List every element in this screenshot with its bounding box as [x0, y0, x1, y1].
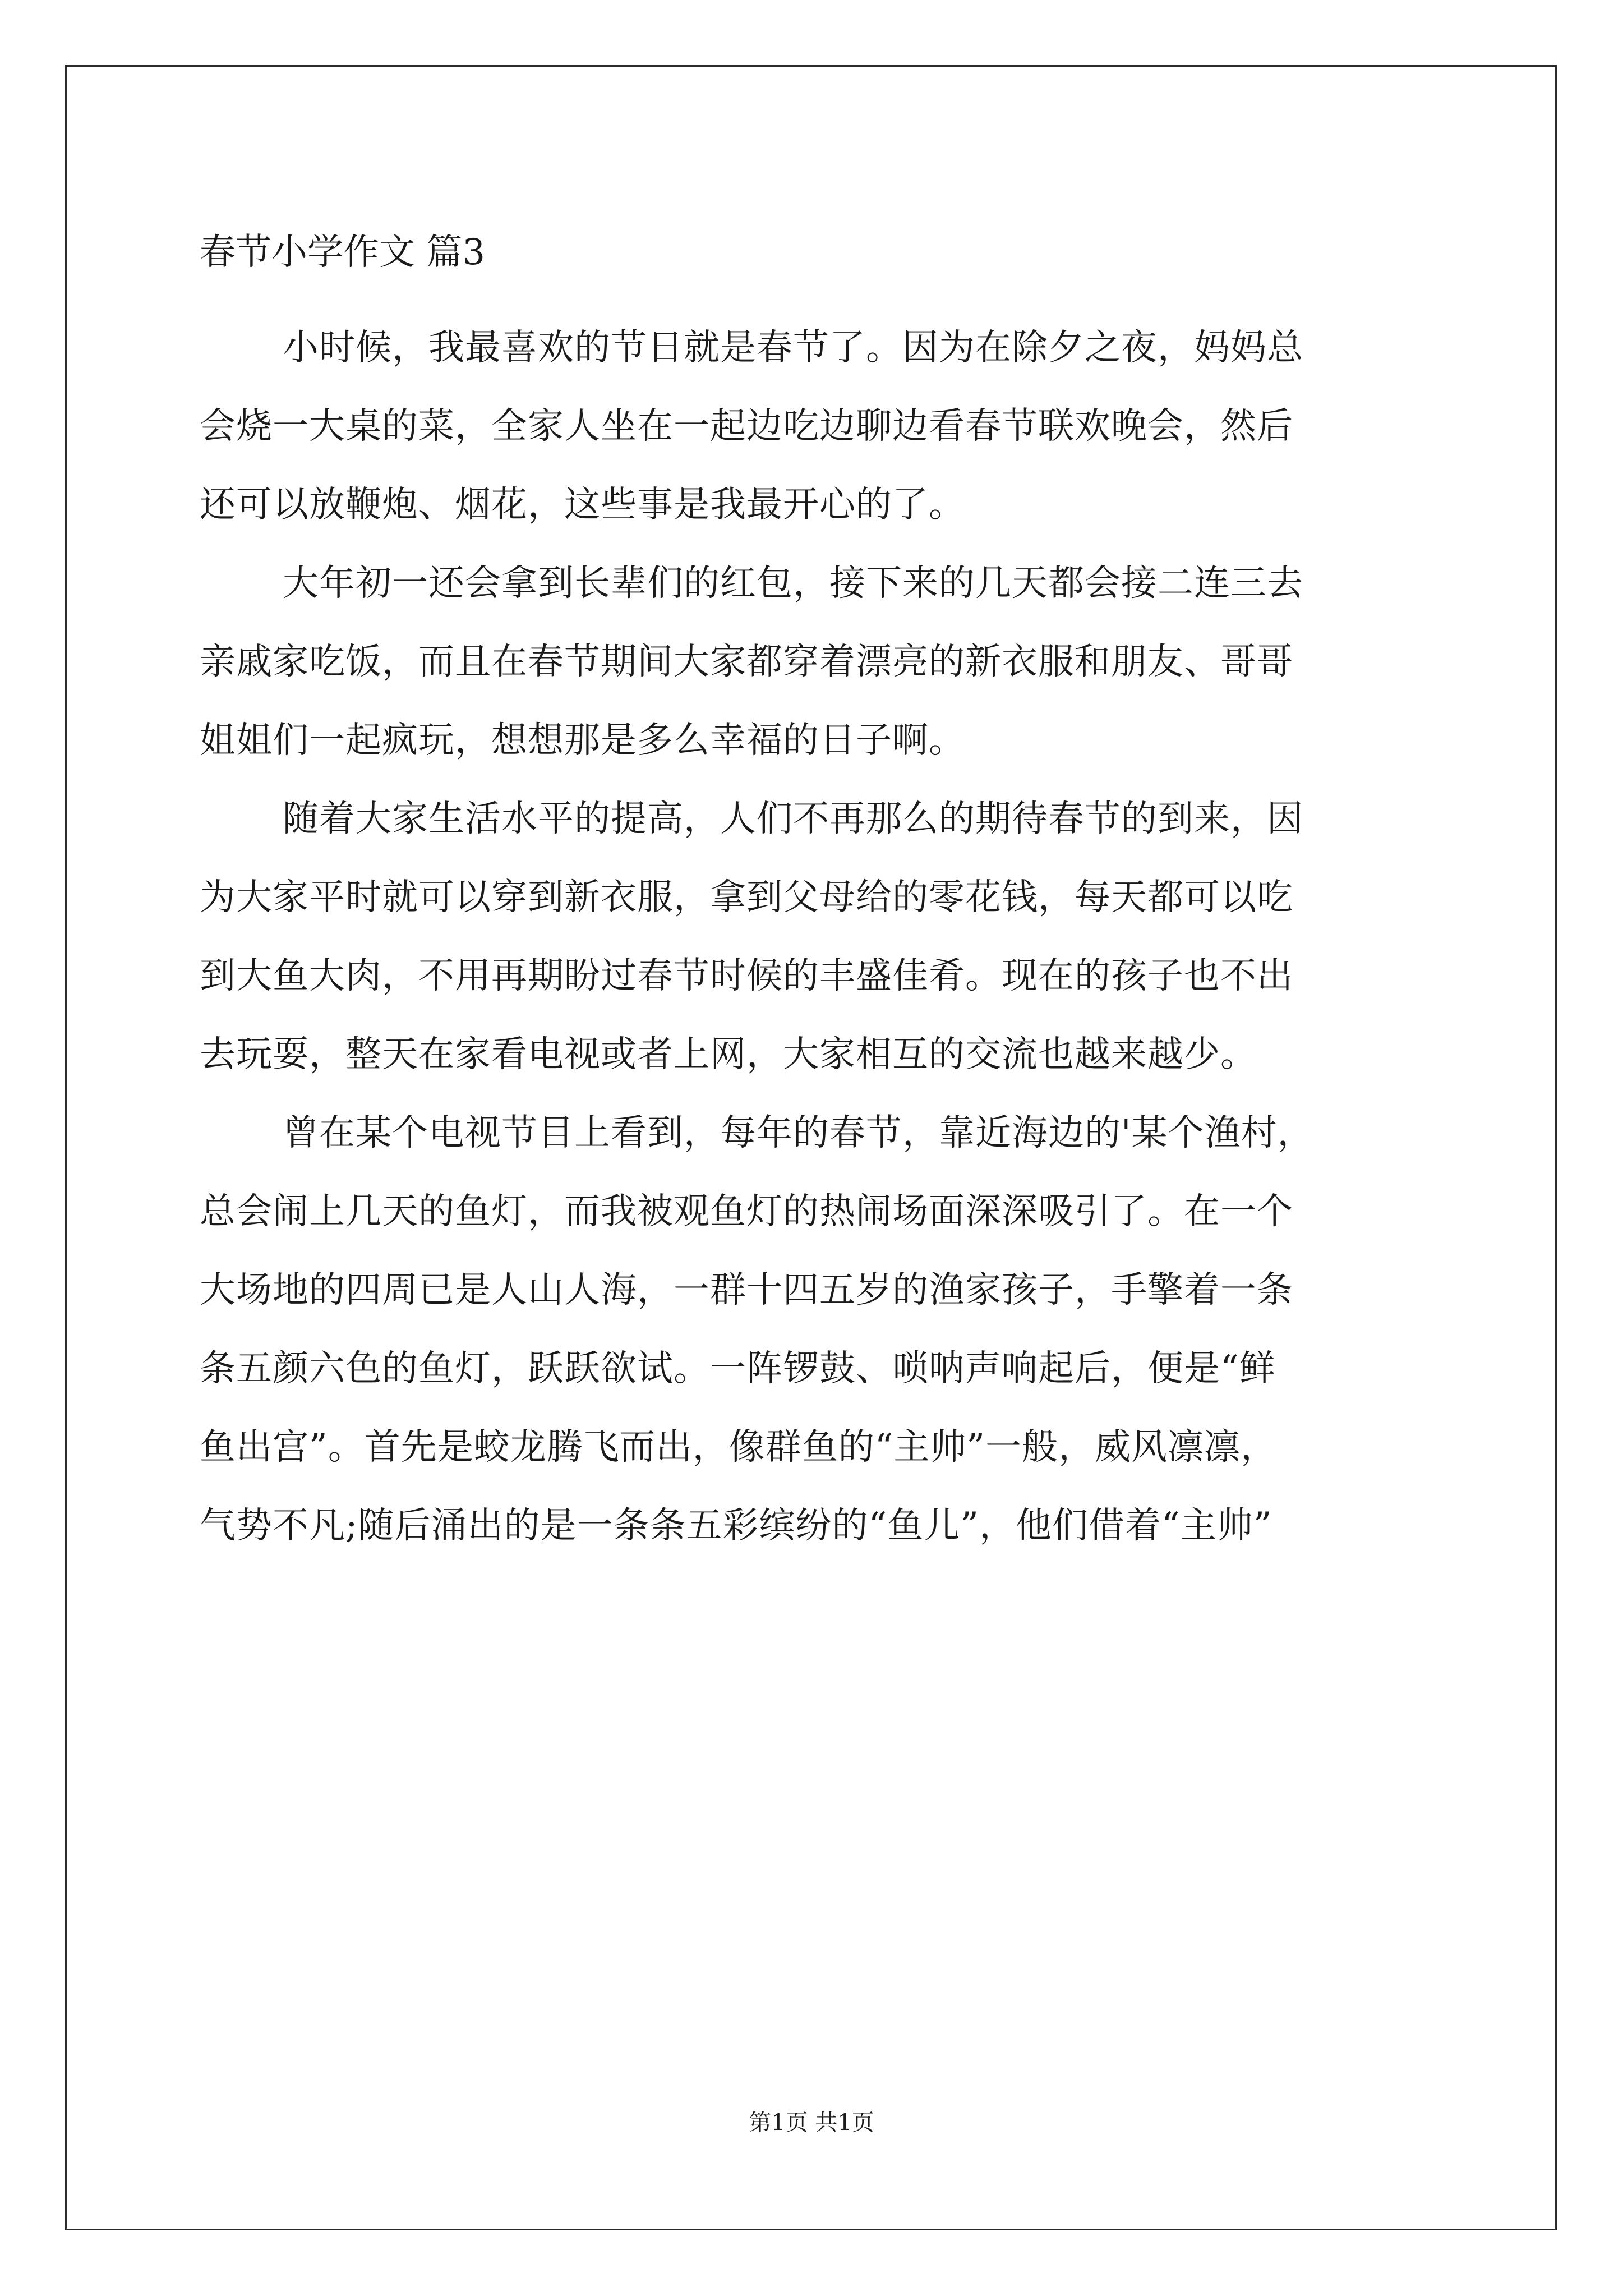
paragraph-line: 总会闹上几天的鱼灯，而我被观鱼灯的热闹场面深深吸引了。在一个	[200, 1191, 1293, 1232]
paragraph-line: 气势不凡;随后涌出的是一条条五彩缤纷的“鱼儿”，他们借着“主帅”	[200, 1505, 1272, 1547]
paragraph-line: 鱼出宫”。首先是蛟龙腾飞而出，像群鱼的“主帅”一般，威风凛凛，	[200, 1427, 1278, 1468]
paragraph-line: 曾在某个电视节目上看到，每年的春节，靠近海边的'某个渔村，	[283, 1112, 1314, 1154]
paragraph-line: 到大鱼大肉，不用再期盼过春节时候的丰盛佳肴。现在的孩子也不出	[200, 955, 1293, 997]
paragraph-line: 大年初一还会拿到长辈们的红包，接下来的几天都会接二连三去	[283, 563, 1303, 604]
page-footer: 第1页 共1页	[749, 2110, 874, 2136]
paragraph-line: 小时候，我最喜欢的节日就是春节了。因为在除夕之夜，妈妈总	[283, 327, 1303, 369]
paragraph-line: 还可以放鞭炮、烟花，这些事是我最开心的了。	[200, 484, 965, 526]
paragraph-line: 大场地的四周已是人山人海，一群十四五岁的渔家孩子，手擎着一条	[200, 1269, 1293, 1311]
paragraph-line: 条五颜六色的鱼灯，跃跃欲试。一阵锣鼓、唢呐声响起后，便是“鲜	[200, 1348, 1276, 1389]
paragraph-line: 去玩耍，整天在家看电视或者上网，大家相互的交流也越来越少。	[200, 1034, 1257, 1075]
paragraph-line: 会烧一大桌的菜，全家人坐在一起边吃边聊边看春节联欢晚会，然后	[200, 406, 1293, 447]
paragraph-line: 为大家平时就可以穿到新衣服，拿到父母给的零花钱，每天都可以吃	[200, 877, 1293, 918]
document-body	[200, 213, 1433, 1565]
paragraph-line: 亲戚家吃饭，而且在春节期间大家都穿着漂亮的新衣服和朋友、哥哥	[200, 641, 1293, 683]
paragraph-line: 随着大家生活水平的提高，人们不再那么的期待春节的到来，因	[283, 798, 1303, 840]
document-title: 春节小学作文 篇3	[200, 232, 486, 273]
paragraph-line: 姐姐们一起疯玩，想想那是多么幸福的日子啊。	[200, 720, 965, 761]
